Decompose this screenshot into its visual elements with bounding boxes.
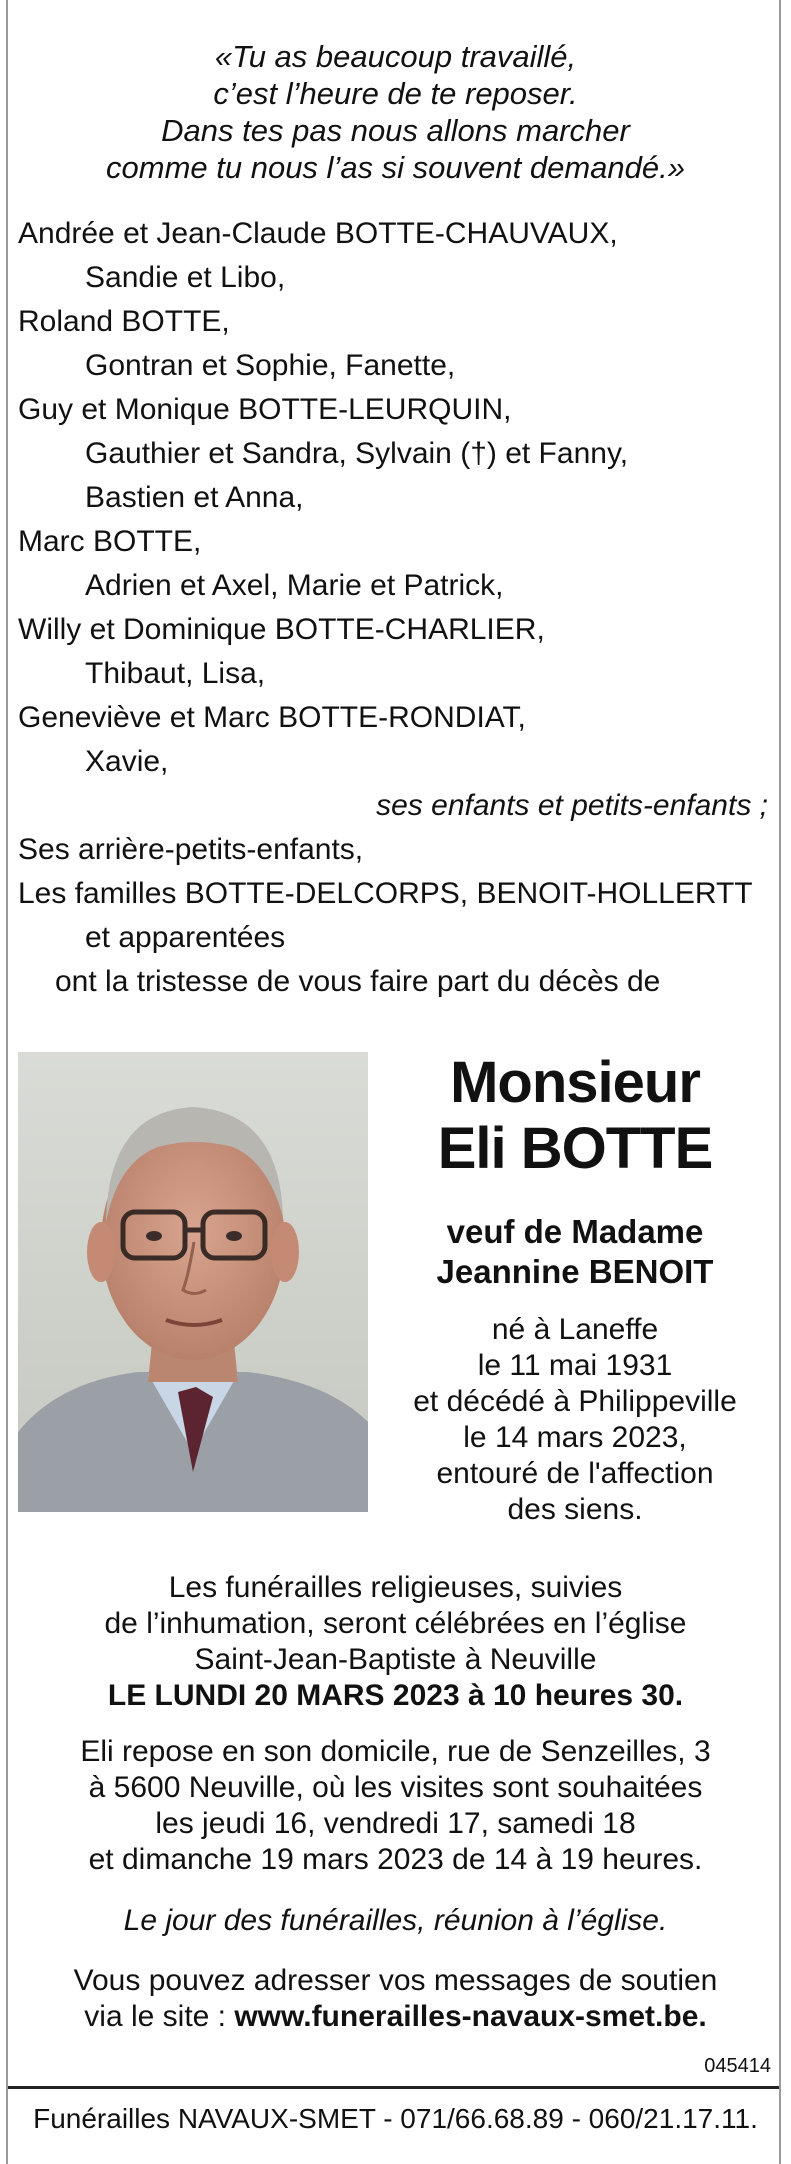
bio-line: des siens. <box>507 1493 643 1526</box>
bio-line: le 14 mars 2023, <box>463 1421 687 1454</box>
meeting-line: Le jour des funérailles, réunion à l’église. <box>123 1904 668 1937</box>
spouse-info <box>370 1212 780 1292</box>
spouse-name: Jeannine BENOIT <box>436 1253 714 1290</box>
reference-number: 045414 <box>704 2055 771 2077</box>
poem-line: Dans tes pas nous allons marcher <box>161 113 630 148</box>
portrait-photo <box>18 1052 368 1512</box>
meeting-note <box>0 1903 791 1939</box>
funeral-line: de l’inhumation, seront célébrées en l’église <box>104 1607 687 1640</box>
visits-line: à 5600 Neuville, où les visites sont souhaitées <box>88 1771 703 1804</box>
family-line: Ses arrière-petits-enfants, <box>18 833 364 866</box>
deceased-block <box>370 1050 780 1528</box>
family-line: Gontran et Sophie, Fanette, <box>85 349 456 382</box>
poem-line: «Tu as beaucoup travaillé, <box>214 39 577 74</box>
family-closing: ses enfants et petits-enfants ; <box>376 789 768 822</box>
family-list <box>18 212 778 1004</box>
funeral-date: LE LUNDI 20 MARS 2023 à 10 heures 30. <box>107 1679 684 1712</box>
deceased-title: Monsieur <box>450 1050 700 1115</box>
funeral-line: Saint-Jean-Baptiste à Neuville <box>194 1643 597 1676</box>
funeral-info <box>0 1570 791 1714</box>
family-line: Gauthier et Sandra, Sylvain (†) et Fanny, <box>85 437 629 470</box>
family-line: Roland BOTTE, <box>18 305 230 338</box>
spouse-line: veuf de Madame <box>446 1213 704 1250</box>
family-line: Adrien et Axel, Marie et Patrick, <box>85 569 504 602</box>
family-line: Guy et Monique BOTTE-LEURQUIN, <box>18 393 512 426</box>
family-line: Andrée et Jean-Claude BOTTE-CHAUVAUX, <box>18 217 618 250</box>
messages-line: Vous pouvez adresser vos messages de soutien <box>73 1964 718 1997</box>
family-line: Bastien et Anna, <box>85 481 304 514</box>
footer-contact: Funérailles NAVAUX-SMET - 071/66.68.89 - 060/21.17.11. <box>33 2103 758 2134</box>
messages-site-line <box>0 1999 791 2035</box>
family-line: Marc BOTTE, <box>18 525 202 558</box>
poem-line: c’est l’heure de te reposer. <box>213 76 578 111</box>
poem-quote <box>0 38 791 186</box>
messages-info <box>0 1963 791 2035</box>
visits-info <box>0 1734 791 1878</box>
footer-divider <box>8 2086 779 2089</box>
bio-line: entouré de l'affection <box>436 1457 714 1490</box>
family-line: Willy et Dominique BOTTE-CHARLIER, <box>18 613 545 646</box>
deceased-portrait <box>18 1052 368 1512</box>
visits-line: et dimanche 19 mars 2023 de 14 à 19 heures. <box>88 1843 703 1876</box>
family-line: Thibaut, Lisa, <box>85 657 266 690</box>
visits-line: Eli repose en son domicile, rue de Senzeilles, 3 <box>80 1735 711 1768</box>
messages-prefix: via le site : <box>84 2000 235 2033</box>
bio-line: et décédé à Philippeville <box>413 1385 737 1418</box>
biography <box>370 1312 780 1528</box>
funeral-line: Les funérailles religieuses, suivies <box>168 1571 623 1604</box>
family-line: Geneviève et Marc BOTTE-RONDIAT, <box>18 701 526 734</box>
bio-line: né à Laneffe <box>491 1313 659 1346</box>
family-line: et apparentées <box>85 921 286 954</box>
announcement-line: ont la tristesse de vous faire part du décès de <box>55 965 661 998</box>
poem-line: comme tu nous l’as si souvent demandé.» <box>106 150 685 185</box>
family-line: Sandie et Libo, <box>85 261 286 294</box>
visits-line: les jeudi 16, vendredi 17, samedi 18 <box>155 1807 636 1840</box>
website-link[interactable]: www.funerailles-navaux-smet.be. <box>234 2000 707 2033</box>
family-line: Xavie, <box>85 745 169 778</box>
bio-line: le 11 mai 1931 <box>477 1349 673 1382</box>
family-line: Les familles BOTTE-DELCORPS, BENOIT-HOLLERTT <box>18 877 753 910</box>
deceased-name: Eli BOTTE <box>437 1116 713 1181</box>
